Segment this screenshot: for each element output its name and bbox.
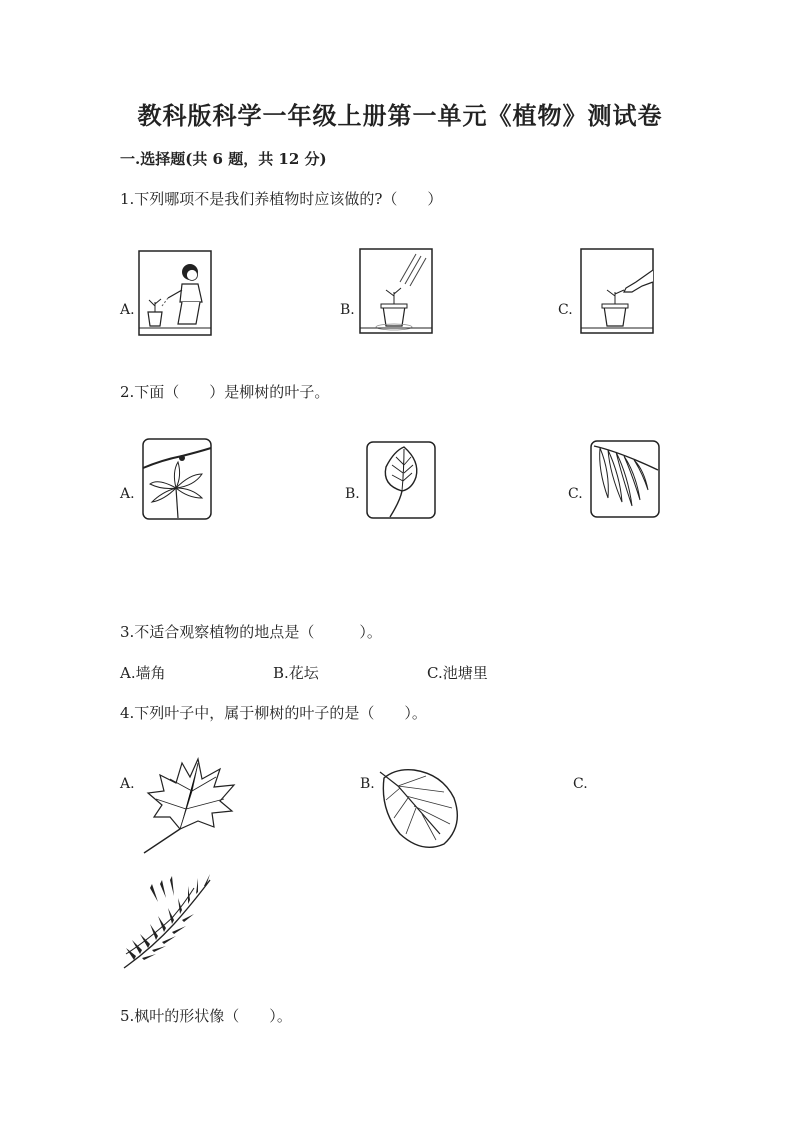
q3-option-b[interactable]: B.花坛 — [273, 664, 319, 682]
q3-option-a[interactable]: A.墙角 — [120, 664, 166, 682]
single-leaf-icon[interactable] — [366, 441, 436, 519]
willow-branch-icon[interactable] — [122, 874, 214, 970]
maple-leaf-icon[interactable] — [140, 755, 240, 855]
q2-option-c-label[interactable]: C. — [568, 486, 583, 502]
q4-option-a-label[interactable]: A. — [120, 776, 135, 792]
q1-option-c-label[interactable]: C. — [558, 302, 573, 318]
q1-option-b-label[interactable]: B. — [340, 302, 355, 318]
hand-picking-plant-icon[interactable] — [580, 248, 654, 334]
round-leaf-icon[interactable] — [378, 764, 464, 852]
question-2-text: 2.下面（ ）是柳树的叶子。 — [120, 383, 330, 401]
question-3-text: 3.不适合观察植物的地点是（ ）。 — [120, 623, 382, 641]
child-watering-plant-icon[interactable] — [138, 250, 212, 336]
compound-leaf-icon[interactable] — [142, 438, 212, 520]
q4-option-b-label[interactable]: B. — [360, 776, 375, 792]
willow-leaves-icon[interactable] — [590, 440, 660, 518]
plant-in-sunlight-icon[interactable] — [359, 248, 433, 334]
question-5-text: 5.枫叶的形状像（ ）。 — [120, 1007, 292, 1025]
section-heading: 一.选择题(共 6 题，共 12 分) — [120, 150, 327, 168]
q2-option-a-label[interactable]: A. — [120, 486, 135, 502]
question-1-text: 1.下列哪项不是我们养植物时应该做的?（ ） — [120, 190, 443, 208]
q3-option-c[interactable]: C.池塘里 — [427, 664, 488, 682]
page-title: 教科版科学一年级上册第一单元《植物》测试卷 — [137, 101, 663, 130]
q1-option-a-label[interactable]: A. — [120, 302, 135, 318]
question-4-text: 4.下列叶子中，属于柳树的叶子的是（ ）。 — [120, 704, 427, 722]
q2-option-b-label[interactable]: B. — [345, 486, 360, 502]
q4-option-c-label[interactable]: C. — [573, 776, 588, 792]
